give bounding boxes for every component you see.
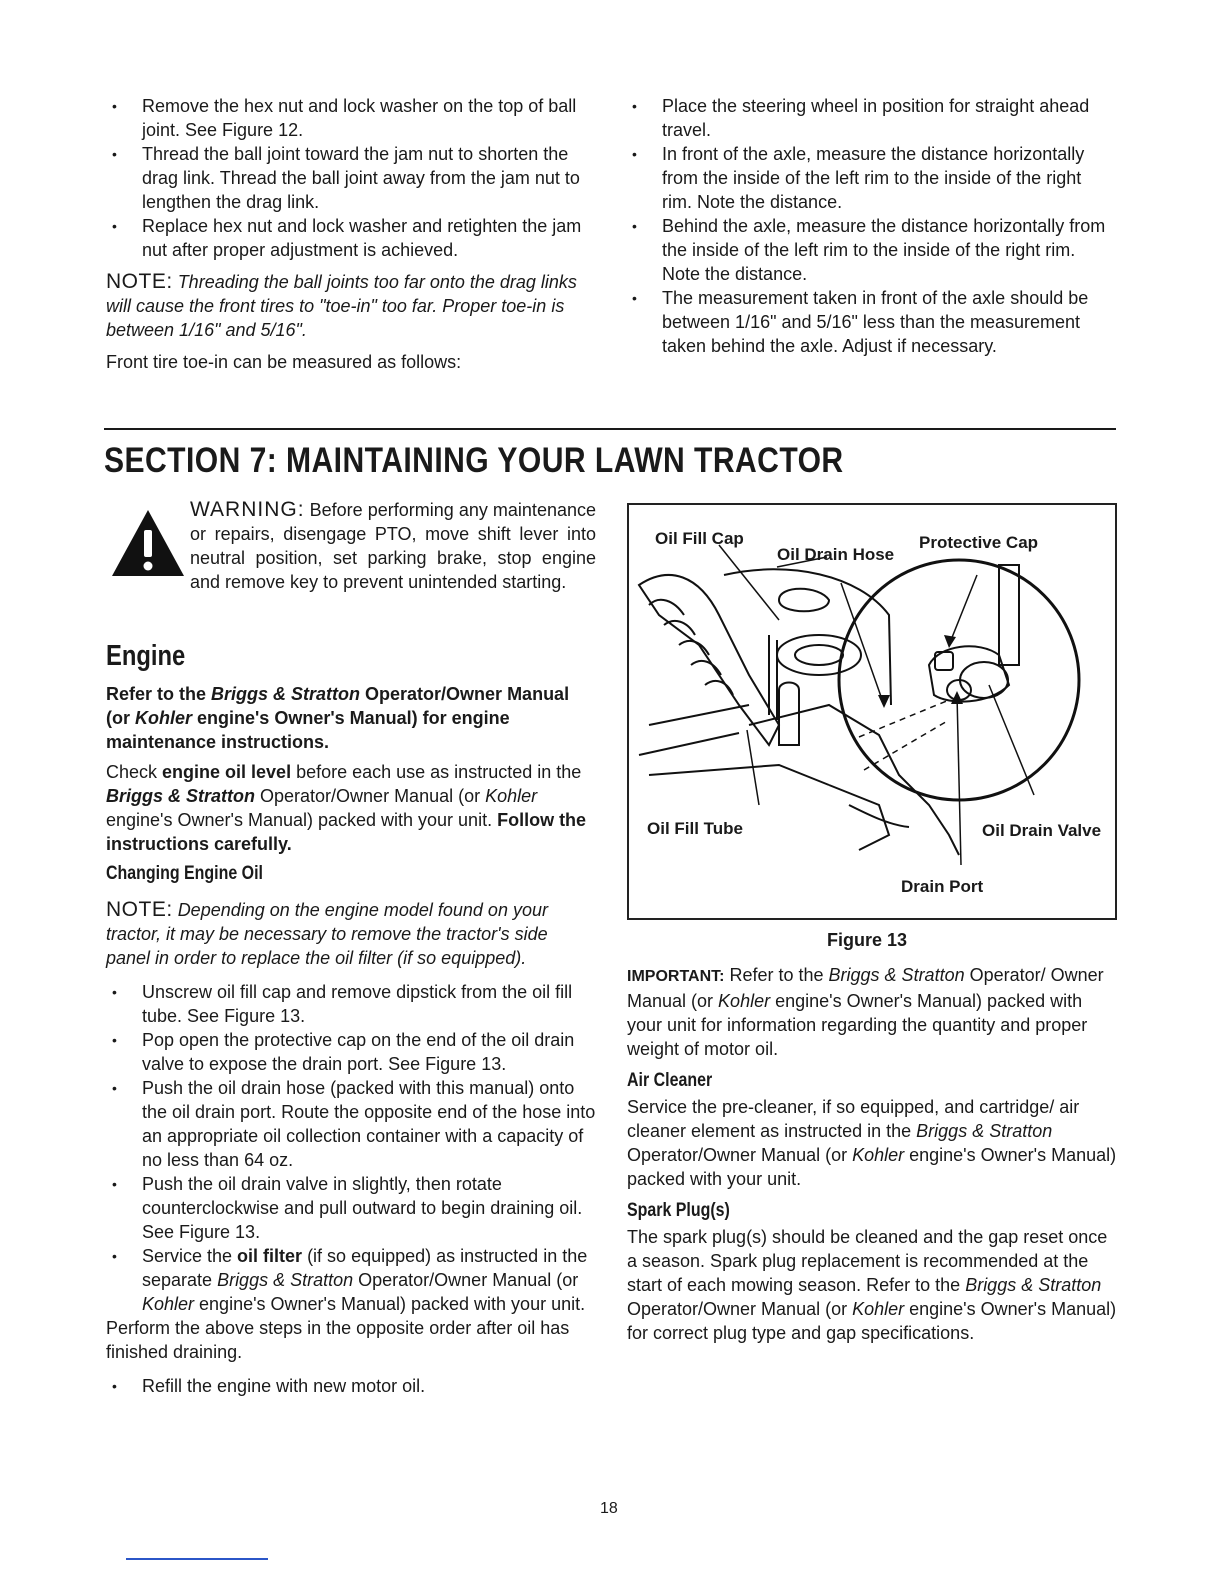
warning-block xyxy=(106,498,596,624)
list-item: • Replace hex nut and lock washer and retighten the jam nut after proper adjustment is achieved. xyxy=(106,214,596,262)
emphasis: engine oil level xyxy=(162,762,292,782)
warning-body: Before performing any maintenance or repairs, disengage PTO, move shift lever into neutral position, set parking brake, stop engine and remove key to prevent unintended starting. xyxy=(190,500,596,592)
text-span: Operator/Owner Manual (or xyxy=(353,1270,579,1290)
text-span: Service the xyxy=(142,1246,238,1266)
important-text xyxy=(627,963,1117,1061)
figure-13 xyxy=(627,503,1117,920)
text-span: engine's Owner's Manual) for engine maintenance instructions. xyxy=(106,708,510,752)
list-item: • Thread the ball joint toward the jam nut to shorten the drag link. Thread the ball joint away from the jam nut to lengthen the drag link. xyxy=(106,142,596,214)
label-oil-drain-hose: Oil Drain Hose xyxy=(777,545,895,564)
list-item: • Place the steering wheel in position for straight ahead travel. xyxy=(626,94,1116,142)
refill-step xyxy=(106,1374,596,1398)
engine-oil-drain-illustration xyxy=(629,505,1115,918)
engine-note xyxy=(106,898,596,970)
brand-name: Briggs & Stratton xyxy=(828,965,965,985)
figure-caption: Figure 13 xyxy=(827,930,908,950)
spark-plug-text xyxy=(627,1225,1117,1345)
label-oil-drain-valve: Oil Drain Valve xyxy=(982,821,1102,840)
list-item: • Behind the axle, measure the distance horizontally from the inside of the left rim to the inside of the right rim. Note the distance. xyxy=(626,214,1116,286)
top-right-column xyxy=(626,94,1116,358)
brand-name: Kohler xyxy=(142,1294,195,1314)
list-item xyxy=(106,1244,596,1316)
note-text: Threading the ball joints too far onto the drag links will cause the front tires to "toe-in" too far. Proper toe-in is between 1/16" and 5/16". xyxy=(106,272,577,340)
page-number: 18 xyxy=(600,1500,618,1517)
text-span: Refer to the xyxy=(724,965,829,985)
footer-line xyxy=(126,1558,268,1560)
list-item: • Pop open the protective cap on the end of the oil drain valve to expose the drain port. See Figure 13. xyxy=(106,1028,596,1076)
air-cleaner-text xyxy=(627,1095,1117,1191)
text-span: engine's Owner's Manual) packed with your unit for information regarding the quantity and proper weight of motor oil. xyxy=(627,991,1088,1059)
brand-name: Kohler xyxy=(135,708,193,728)
toe-in-note xyxy=(106,270,596,342)
brand-name: Briggs & Stratton xyxy=(965,1275,1102,1295)
changing-engine-oil-heading: Changing Engine Oil xyxy=(106,863,263,884)
text-span: Operator/Owner Manual (or xyxy=(106,684,570,728)
section-divider xyxy=(104,428,1116,430)
emphasis: Follow the instructions carefully. xyxy=(106,810,587,854)
top-left-column xyxy=(106,94,596,374)
emphasis: oil filter xyxy=(237,1246,303,1266)
spark-plug-heading: Spark Plug(s) xyxy=(627,1200,730,1221)
label-drain-port: Drain Port xyxy=(901,877,984,896)
text-span: engine's Owner's Manual) for correct plug type and gap specifications. xyxy=(627,1299,1117,1343)
brand-name: Kohler xyxy=(485,786,538,806)
warning-triangle-icon xyxy=(110,508,186,578)
engine-refer-text xyxy=(106,682,596,754)
text-span: engine's Owner's Manual) packed with your unit. xyxy=(194,1294,586,1314)
warning-text xyxy=(190,498,596,594)
right-lower-column xyxy=(627,963,1117,1345)
brand-name: Briggs & Stratton xyxy=(211,684,361,704)
engine-check-text xyxy=(106,760,596,856)
list-item: • Push the oil drain hose (packed with this manual) onto the oil drain port. Route the opposite end of the hose into an appropriate oil collection container with a capacity of no less than 64 oz. xyxy=(106,1076,596,1172)
list-item: • In front of the axle, measure the distance horizontally from the inside of the left rim to the inside of the right rim. Note the distance. xyxy=(626,142,1116,214)
important-label: IMPORTANT: xyxy=(627,968,725,985)
engine-heading: Engine xyxy=(106,640,186,672)
text-span: The spark plug(s) should be cleaned and the gap reset once a season. Spark plug replacement is recommended at the start of each mowing season. Refer to the xyxy=(627,1227,1108,1295)
text-span: Refer to the xyxy=(106,684,212,704)
label-oil-fill-tube: Oil Fill Tube xyxy=(647,819,744,838)
note-label: NOTE: xyxy=(106,270,173,293)
text-span: engine's Owner's Manual) packed with your unit. xyxy=(106,810,498,830)
text-span: Operator/Owner Manual (or xyxy=(627,1145,853,1165)
note-text: Depending on the engine model found on your tractor, it may be necessary to remove the tractor's side panel in order to replace the oil filter (if so equipped). xyxy=(106,900,548,968)
toe-in-measure-intro: Front tire toe-in can be measured as follows: xyxy=(106,352,462,372)
label-oil-fill-cap: Oil Fill Cap xyxy=(655,529,744,548)
brand-name: Briggs & Stratton xyxy=(916,1121,1053,1141)
text-span: Operator/Owner Manual (or xyxy=(627,1299,853,1319)
text-span: engine's Owner's Manual) packed with your unit. xyxy=(627,1145,1117,1189)
toe-in-measure-steps xyxy=(626,94,1116,358)
drag-link-steps xyxy=(106,94,596,262)
text-span: Operator/Owner Manual (or xyxy=(255,786,486,806)
engine-column xyxy=(106,640,596,1398)
list-item: • Refill the engine with new motor oil. xyxy=(106,1374,596,1398)
text-span: (if so equipped) as instructed in the separate xyxy=(142,1246,588,1290)
air-cleaner-heading: Air Cleaner xyxy=(627,1070,713,1091)
perform-text: Perform the above steps in the opposite order after oil has finished draining. xyxy=(106,1318,570,1362)
text-span: Service the pre-cleaner, if so equipped, and cartridge/ air cleaner element as instructed in the xyxy=(627,1097,1080,1141)
oil-change-steps xyxy=(106,980,596,1316)
brand-name: Kohler xyxy=(852,1145,905,1165)
warning-label: WARNING: xyxy=(190,498,305,521)
list-item: • Unscrew oil fill cap and remove dipstick from the oil fill tube. See Figure 13. xyxy=(106,980,596,1028)
brand-name: Briggs & Stratton xyxy=(106,786,256,806)
list-item: • Push the oil drain valve in slightly, then rotate counterclockwise and pull outward to begin draining oil. See Figure 13. xyxy=(106,1172,596,1244)
brand-name: Kohler xyxy=(718,991,771,1011)
label-protective-cap: Protective Cap xyxy=(919,533,1039,552)
text-span: before each use as instructed in the xyxy=(291,762,582,782)
brand-name: Briggs & Stratton xyxy=(217,1270,354,1290)
text-span: Operator/ Owner Manual (or xyxy=(627,965,1104,1011)
brand-name: Kohler xyxy=(852,1299,905,1319)
text-span: Check xyxy=(106,762,163,782)
list-item: • The measurement taken in front of the axle should be between 1/16" and 5/16" less than the measurement taken behind the axle. Adjust if necessary. xyxy=(626,286,1116,358)
section-title: SECTION 7: MAINTAINING YOUR LAWN TRACTOR xyxy=(104,441,844,480)
note-label: NOTE: xyxy=(106,898,173,921)
list-item: • Remove the hex nut and lock washer on the top of ball joint. See Figure 12. xyxy=(106,94,596,142)
